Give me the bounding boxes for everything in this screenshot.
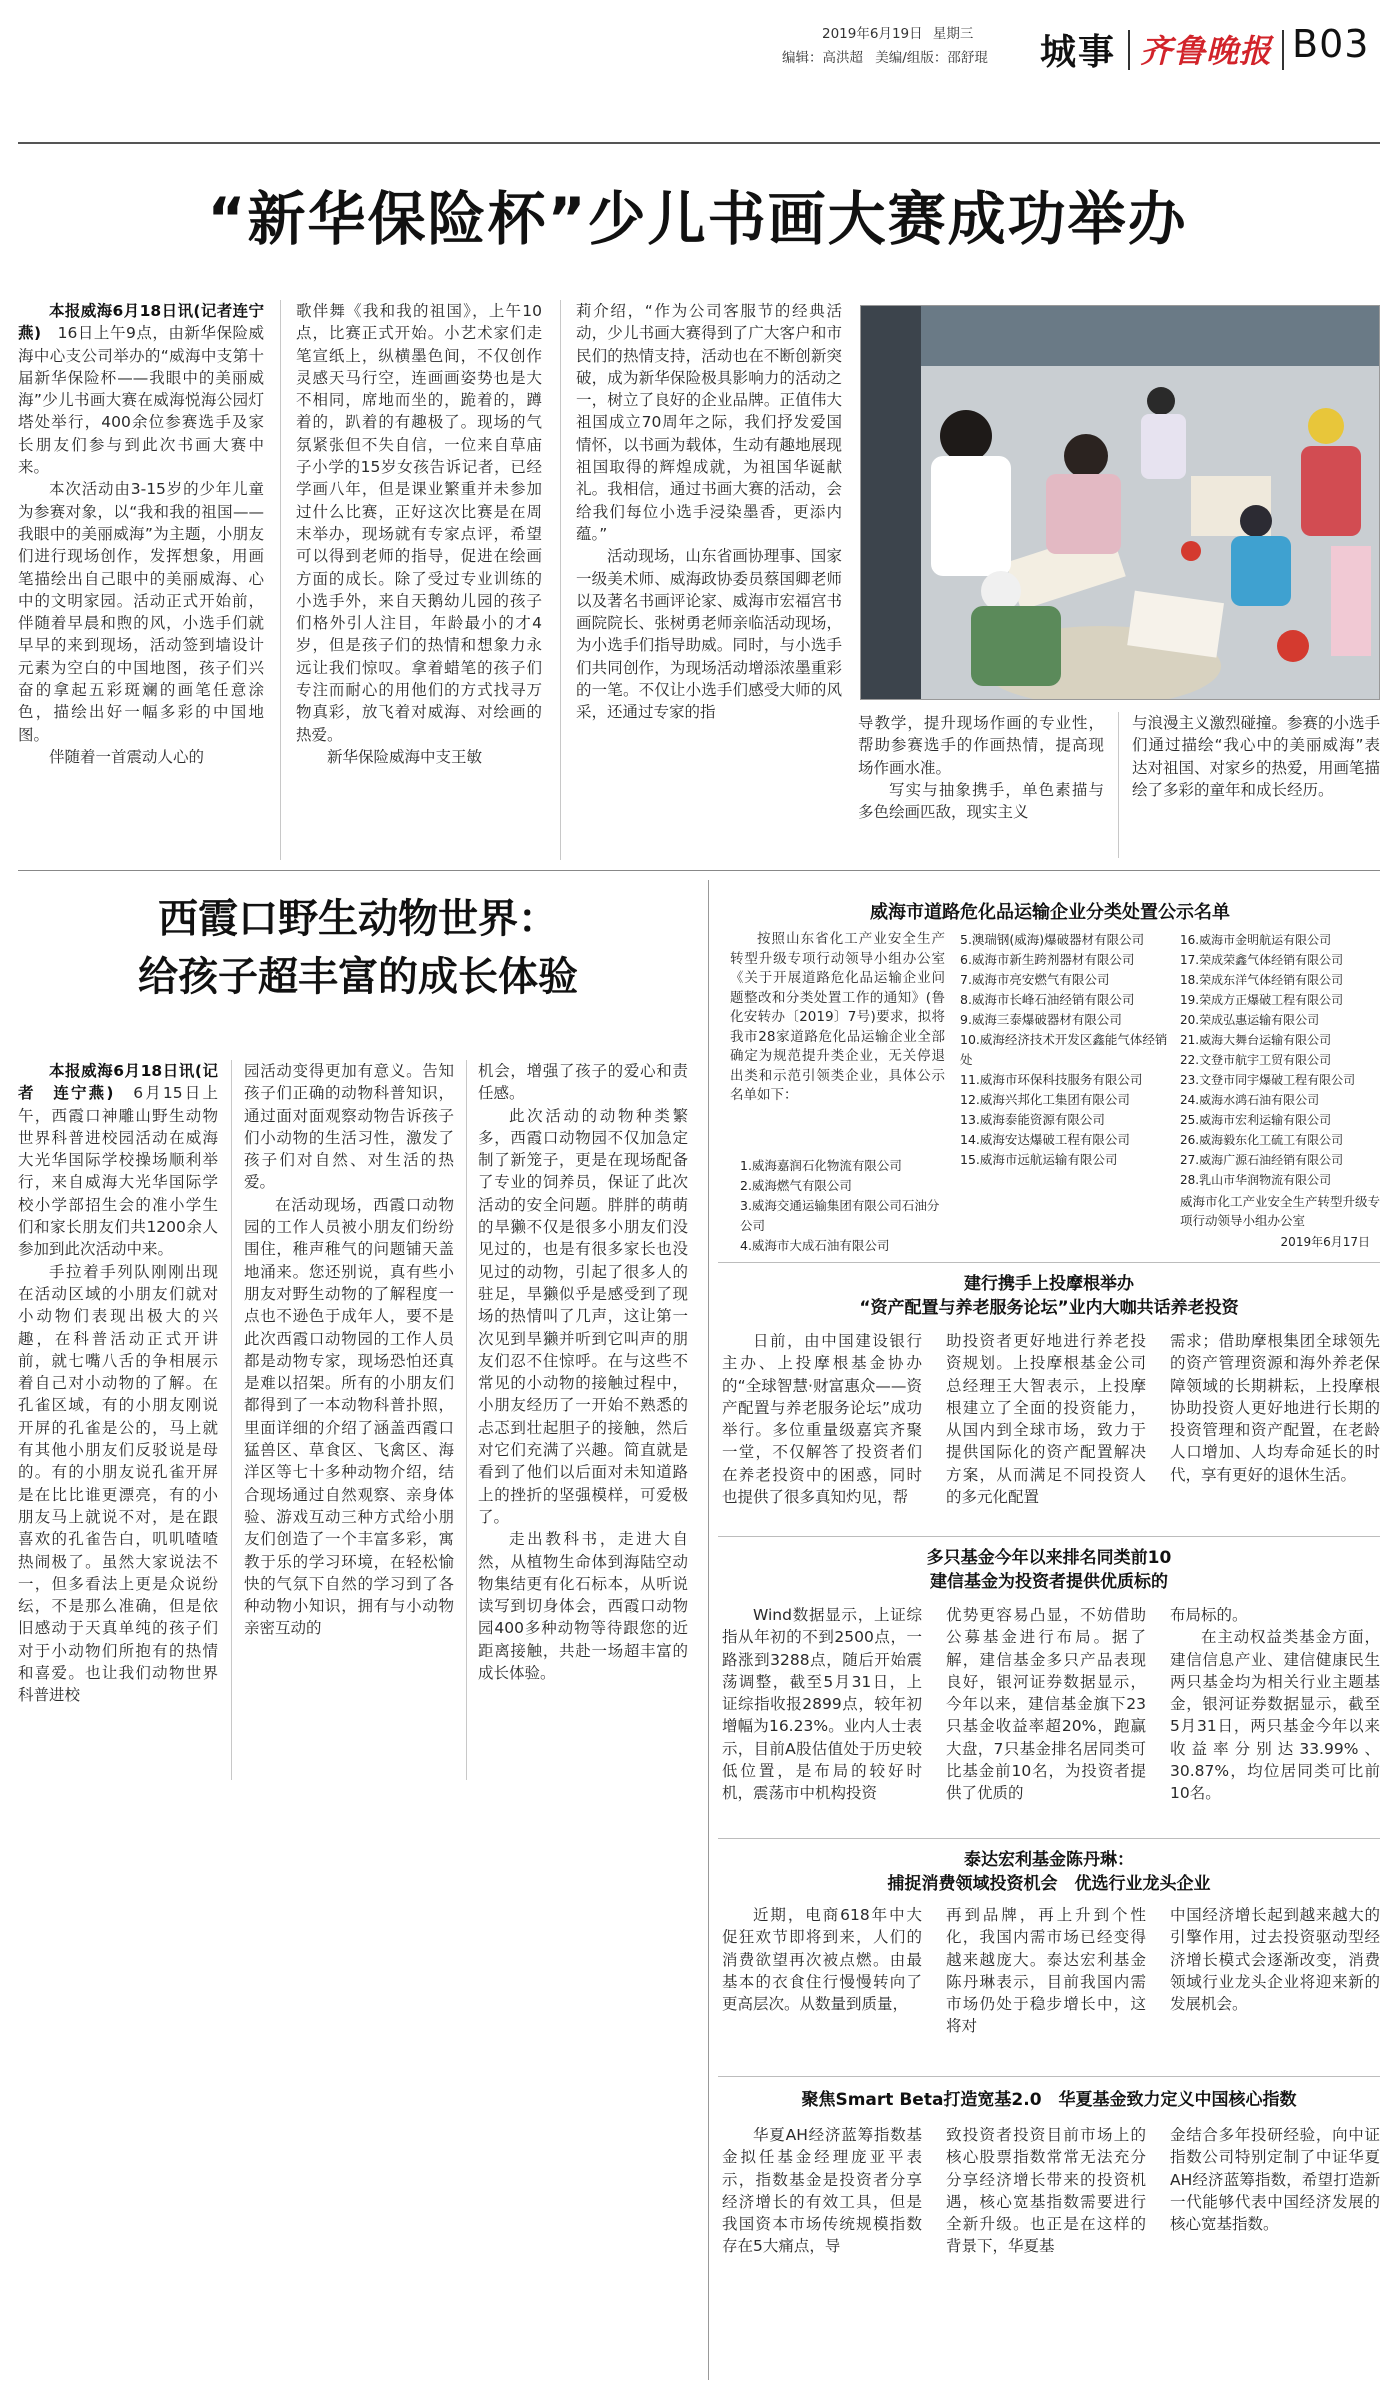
huaxia-title: 聚焦Smart Beta打造宽基2.0 华夏基金致力定义中国核心指数 bbox=[801, 2090, 1297, 2110]
article1-c2p2: 新华保险威海中支王敏 bbox=[327, 747, 483, 766]
taida-col1-text: 近期，电商618年中大促狂欢节即将到来，人们的消费欲望再次被点燃。由最基本的衣食住行慢慢转向了更高层次。从数量到质量， bbox=[722, 1906, 922, 2014]
article2-p1 bbox=[18, 1060, 218, 1261]
article1-p3: 伴随着一首震动人心的 bbox=[49, 747, 205, 766]
taida-bottom-rule bbox=[718, 2076, 1380, 2077]
article1-col1 bbox=[18, 300, 264, 768]
notice-item-25: 25.威海市宏利运输有限公司 bbox=[1180, 1113, 1332, 1127]
notice-list-col1 bbox=[740, 1156, 950, 1256]
notice-item-28: 28.乳山市华润物流有限公司 bbox=[1180, 1173, 1332, 1187]
notice-issuer: 威海市化工产业安全生产转型升级专项行动领导小组办公室 bbox=[1180, 1194, 1381, 1228]
notice-item-21: 21.威海大舞台运输有限公司 bbox=[1180, 1033, 1332, 1047]
header-editor-line bbox=[782, 46, 988, 66]
ccb-title-line1: 建行携手上投摩根举办 bbox=[964, 1274, 1134, 1294]
notice-intro-text: 按照山东省化工产业安全生产转型升级专项行动领导小组办公室《关于开展道路危化品运输企业问题整改和分类处置工作的通知》(鲁化安转办〔2019〕7号)要求，拟将我市28家道路危化品运输企业全部确定为规范提升类企业，无关停退出类和示范引领类企业，具体公示名单如下： bbox=[730, 931, 945, 1103]
article1-c4p1: 导教学，提升现场作画的专业性，帮助参赛选手的作画热情，提高现场作画水准。 bbox=[858, 714, 1104, 777]
header-date: 2019年6月19日 bbox=[822, 26, 923, 42]
notice-item-1: 1.威海嘉润石化物流有限公司 bbox=[740, 1158, 902, 1173]
huaxia-col3-text: 金结合多年投研经验，向中证指数公司特别定制了中证华夏AH经济蓝筹指数，希望打造新一代能够代表中国经济发展的核心宽基指数。 bbox=[1170, 2126, 1380, 2234]
notice-item-5: 5.澳瑞钢(威海)爆破器材有限公司 bbox=[960, 932, 1145, 947]
fund-col2 bbox=[946, 1604, 1146, 1805]
ccb-col3 bbox=[1170, 1330, 1380, 1486]
article2-col1 bbox=[18, 1060, 218, 1707]
article1-col2 bbox=[296, 300, 542, 768]
notice-item-24: 24.威海水鸿石油有限公司 bbox=[1180, 1093, 1320, 1107]
ccb-col3-text: 需求；借助摩根集团全球领先的资产管理资源和海外养老保障领域的长期耕耘，上投摩根协助投资人更好地进行长期的投资管理和资产配置，在老龄人口增加、人均寿命延长的时代，享有更好的退休生活。 bbox=[1170, 1332, 1380, 1484]
notice-item-16: 16.威海市金明航运有限公司 bbox=[1180, 933, 1332, 947]
taida-title-line2: 捕捉消费领域投资机会 优选行业龙头企业 bbox=[887, 1874, 1211, 1894]
fund-col1 bbox=[722, 1604, 922, 1805]
article1-col3 bbox=[576, 300, 842, 724]
taida-title-line1: 泰达宏利基金陈丹琳： bbox=[964, 1850, 1134, 1870]
huaxia-col2 bbox=[946, 2124, 1146, 2258]
article1-bottom-rule bbox=[18, 870, 1380, 871]
article1-c3p1: 莉介绍，“作为公司客服节的经典活动，少儿书画大赛得到了广大客户和市民们的热情支持，活动也在不断创新突破，成为新华保险极具影响力的活动之一，树立了良好的企业品牌。正值伟大祖国成立70周年之际，我们抒发爱国情怀，以书画为载体，生动有趣地展现祖国取得的辉煌成就，为祖国华诞献礼。我相信，通过书画大赛的活动，会给我们每位小选手浸染墨香，更添内蕴。” bbox=[576, 302, 842, 543]
huaxia-col1 bbox=[722, 2124, 922, 2258]
article1-col4 bbox=[858, 712, 1104, 823]
notice-item-6: 6.威海市新生跨剂器材有限公司 bbox=[960, 952, 1135, 967]
notice-intro bbox=[730, 930, 945, 1106]
fund-title-line2: 建信基金为投资者提供优质标的 bbox=[930, 1572, 1168, 1592]
article1-c3p2: 活动现场，山东省画协理事、国家一级美术师、威海政协委员蔡国卿老师以及著名书画评论家、威海市宏福宫书画院院长、张树勇老师亲临活动现场，为小选手们指导助威。同时，与小选手们共同创作，为现场活动增添浓墨重彩的一笔。不仅让小选手们感受大师的风采，还通过专家的指 bbox=[576, 547, 842, 722]
notice-item-4: 4.威海市大成石油有限公司 bbox=[740, 1238, 890, 1253]
article2-dateline: 本报威海6月18日讯(记者 连宁燕) bbox=[18, 1062, 218, 1103]
notice-title: 威海市道路危化品运输企业分类处置公示名单 bbox=[870, 902, 1230, 923]
notice-item-9: 9.威海三泰爆破器材有限公司 bbox=[960, 1012, 1122, 1027]
ccb-col2 bbox=[946, 1330, 1146, 1508]
article2-col3 bbox=[478, 1060, 688, 1684]
notice-item-18: 18.荣成东洋气体经销有限公司 bbox=[1180, 973, 1344, 987]
ccb-title bbox=[718, 1272, 1380, 1320]
notice-item-27: 27.威海广源石油经销有限公司 bbox=[1180, 1153, 1344, 1167]
ccb-col1 bbox=[722, 1330, 922, 1508]
notice-list-col2 bbox=[960, 930, 1175, 1170]
article2-headline-line1: 西霞口野生动物世界： bbox=[158, 896, 558, 942]
article2-c3p3: 走出教科书，走进大自然，从植物生命体到海陆空动物集结更有化石标本，从听说读写到切身体会，西霞口动物园400多种动物等待跟您的近距离接触，共赴一场超丰富的成长体验。 bbox=[478, 1530, 688, 1683]
ccb-bottom-rule bbox=[718, 1536, 1380, 1537]
header-weekday: 星期三 bbox=[932, 26, 974, 42]
fund-col3b-text: 在主动权益类基金方面，建信信息产业、建信健康民生两只基金均为相关行业主题基金，银河证券数据显示，截至5月31日，两只基金今年以来收益率分别达33.99%、30.87%，均位居同类可比前10名。 bbox=[1170, 1628, 1380, 1803]
article1-dateline: 本报威海6月18日讯(记者连宁燕) bbox=[18, 302, 264, 343]
notice-bottom-rule bbox=[718, 1262, 1380, 1263]
notice-date: 2019年6月17日 bbox=[1280, 1235, 1370, 1249]
notice-item-10: 10.威海经济技术开发区鑫能气体经销处 bbox=[960, 1032, 1168, 1067]
article2-c3p2: 此次活动的动物种类繁多，西霞口动物园不仅加急定制了新笼子，更是在现场配备了专业的饲养员，保证了此次活动的安全问题。胖胖的萌萌的旱獭不仅是很多小朋友们没见过的，也是有很多家长也没见过的动物，引起了很多人的驻足，旱獭似乎是感受到了现场的热情叫了几声，这让第一次见到旱獭并听到它叫声的朋友们忍不住惊呼。在与这些不常见的小动物的接触过程中，小朋友经历了一开始不熟悉的忐忑到壮起胆子的接触，然后对它们充满了兴趣。简直就是看到了他们以后面对未知道路上的挫折的坚强模样，可爱极了。 bbox=[478, 1106, 688, 1526]
article2-col2 bbox=[244, 1060, 454, 1640]
header-divider-1 bbox=[1128, 30, 1130, 70]
taida-title bbox=[718, 1848, 1380, 1896]
notice-item-8: 8.威海市长峰石油经销有限公司 bbox=[960, 992, 1135, 1007]
notice-item-12: 12.威海兴邦化工集团有限公司 bbox=[960, 1092, 1130, 1107]
article1-headline: “新华保险杯”少儿书画大赛成功举办 bbox=[207, 185, 1188, 253]
article1-col-divider-2 bbox=[560, 300, 561, 860]
article1-col-divider-3 bbox=[1118, 712, 1119, 858]
notice-item-22: 22.文登市航宇工贸有限公司 bbox=[1180, 1053, 1332, 1067]
fund-bottom-rule bbox=[718, 1838, 1380, 1839]
ccb-col1-text: 日前，由中国建设银行主办、上投摩根基金协办的“全球智慧·财富惠众——资产配置与养老服务论坛”成功举行。多位重量级嘉宾齐聚一堂，不仅解答了投资者们在养老投资中的困惑，同时也提供了很多真知灼见，帮 bbox=[722, 1332, 922, 1507]
fund-col3 bbox=[1170, 1604, 1380, 1805]
huaxia-col3 bbox=[1170, 2124, 1380, 2235]
article1-p1 bbox=[18, 300, 264, 478]
taida-col3 bbox=[1170, 1904, 1380, 2015]
notice-item-3: 3.威海交通运输集团有限公司石油分公司 bbox=[740, 1198, 940, 1233]
notice-item-11: 11.威海市环保科技服务有限公司 bbox=[960, 1072, 1143, 1087]
huaxia-col2-text: 致投资者投资目前市场上的核心股票指数常常无法充分分享经济增长带来的投资机遇，核心宽基指数需要进行全新升级。也正是在这样的背景下，华夏基 bbox=[946, 2126, 1146, 2256]
header-editor: 编辑：高洪超 bbox=[782, 50, 863, 66]
notice-item-19: 19.荣成方正爆破工程有限公司 bbox=[1180, 993, 1344, 1007]
header-date-line bbox=[822, 22, 973, 42]
notice-item-26: 26.威海毅东化工硫工有限公司 bbox=[1180, 1133, 1344, 1147]
header-divider-2 bbox=[1282, 30, 1284, 70]
article1-col5 bbox=[1132, 712, 1380, 801]
notice-item-23: 23.文登市同宇爆破工程有限公司 bbox=[1180, 1073, 1356, 1087]
article2-c3p1: 机会，增强了孩子的爱心和责任感。 bbox=[478, 1062, 688, 1103]
article1-c5p1: 与浪漫主义激烈碰撞。参赛的小选手们通过描绘“我心中的美丽威海”表达对祖国、对家乡的热爱，用画笔描绘了多彩的童年和成长经历。 bbox=[1132, 714, 1381, 799]
ccb-title-line2: “资产配置与养老服务论坛”业内大咖共话养老投资 bbox=[859, 1298, 1239, 1318]
article1-col-divider-1 bbox=[280, 300, 281, 860]
article2-p2: 手拉着手列队刚刚出现在活动区域的小朋友们就对小动物们表现出极大的兴趣，在科普活动正式开讲前，就七嘴八舌的争相展示着自己对小动物的了解。在孔雀区域，有的小朋友刚说开屏的孔雀是公的，马上就有其他小朋友们反驳说是母的。有的小朋友说孔雀开屏是在比比谁更漂亮，有的小朋友马上就说不对，是在跟喜欢的孔雀告白，叽叽喳喳热闹极了。虽然大家说法不一，但多看法上更是众说纷纭，不是那么准确，但是依旧感动于天真单纯的孩子们对于小动物们所抱有的热情和喜爱。也让我们动物世界科普进校 bbox=[18, 1262, 218, 1705]
article2-col-divider-1 bbox=[231, 1060, 232, 1780]
notice-item-15: 15.威海市远航运输有限公司 bbox=[960, 1152, 1118, 1167]
fund-col3-text: 布局标的。 bbox=[1170, 1606, 1248, 1624]
article2-headline-line2: 给孩子超丰富的成长体验 bbox=[138, 954, 578, 1000]
notice-list-col3 bbox=[1180, 930, 1380, 1252]
fund-col2-text: 优势更容易凸显，不妨借助公募基金进行布局。据了解，建信基金多只产品表现良好，银河证券数据显示，今年以来，建信基金旗下23只基金收益率超20%，跑赢大盘，7只基金排名居同类可比基金前10名，为投资者提供了优质的 bbox=[946, 1606, 1146, 1803]
taida-col2-text: 再到品牌，再上升到个性化，我国内需市场已经变得越来越庞大。泰达宏利基金陈丹琳表示，目前我国内需市场仍处于稳步增长中，这将对 bbox=[946, 1906, 1146, 2036]
article2-c2p2: 在活动现场，西霞口动物园的工作人员被小朋友们纷纷围住，稚声稚气的问题铺天盖地涌来。您还别说，真有些小朋友对野生动物的了解程度一点也不逊色于成年人，要不是此次西霞口动物园的工作人员都是动物专家，现场恐怕还真是难以招架。所有的小朋友们都得到了一本动物科普扑照，里面详细的介绍了涵盖西霞口猛兽区、草食区、飞禽区、海洋区等七十多种动物介绍，结合现场通过自然观察、亲身体验、游戏互动三种方式给小朋友们创造了一个丰富多彩，寓教于乐的学习环境，在轻松愉快的气氛下自然的学习到了各种动物小知识，拥有与小动物亲密互动的 bbox=[244, 1195, 454, 1638]
notice-item-20: 20.荣成弘惠运输有限公司 bbox=[1180, 1013, 1320, 1027]
page-vertical-divider bbox=[708, 880, 709, 2380]
fund-title-line1: 多只基金今年以来排名同类前10 bbox=[926, 1548, 1172, 1568]
notice-item-7: 7.威海市亮安燃气有限公司 bbox=[960, 972, 1110, 987]
article1-c2p1: 歌伴舞《我和我的祖国》，上午10点，比赛正式开始。小艺术家们走笔宣纸上，纵横墨色间，不仅创作灵感天马行空，连画画姿势也是大不相同，席地而坐的，跪着的，蹲着的，趴着的有趣极了。现场的气氛紧张但不失自信，一位来自草庙子小学的15岁女孩告诉记者，已经学画八年，但是课业繁重并未参加过什么比赛，正好这次比赛是在周末举办，现场就有专家点评，希望可以得到老师的指导，促进在绘画方面的成长。除了受过专业训练的小选手外，来自天鹅幼儿园的孩子们格外引人注目，年龄最小的才4岁，但是孩子们的热情和想象力永远让我们惊叹。拿着蜡笔的孩子们专注而耐心的用他们的方式找寻万物真彩，放飞着对威海、对绘画的热爱。 bbox=[296, 302, 542, 744]
taida-col3-text: 中国经济增长起到越来越大的引擎作用，过去投资驱动型经济增长模式会逐渐改变，消费领域行业龙头企业将迎来新的发展机会。 bbox=[1170, 1906, 1380, 2014]
article2-col-divider-2 bbox=[466, 1060, 467, 1780]
header-rule bbox=[18, 142, 1380, 144]
article1-p2: 本次活动由3-15岁的少年儿童为参赛对象，以“我和我的祖国——我眼中的美丽威海”为主题，小朋友们进行现场创作，发挥想象，用画笔描绘出自己眼中的美丽威海、心中的文明家园。活动正式开始前，伴随着早晨和煦的风，小选手们就早早的来到现场，活动签到墙设计元素为空白的中国地图，孩子们兴奋的拿起五彩斑斓的画笔任意涂色，描绘出好一幅多彩的中国地图。 bbox=[18, 480, 264, 744]
notice-item-17: 17.荣成荣鑫气体经销有限公司 bbox=[1180, 953, 1344, 967]
huaxia-col1-text: 华夏AH经济蓝筹指数基金拟任基金经理庞亚平表示，指数基金是投资者分享经济增长的有效工具，但是我国资本市场传统规模指数存在5大痛点，导 bbox=[722, 2126, 922, 2256]
article1-c4p2: 写实与抽象携手，单色素描与多色绘画匹敌，现实主义 bbox=[858, 780, 1104, 822]
fund-title bbox=[718, 1546, 1380, 1594]
fund-col1-text: Wind数据显示，上证综指从年初的不到2500点，一路涨到3288点，随后开始震荡调整，截至5月31日，上证综指收报2899点，较年初增幅为16.23%。业内人士表示，目前A股估值处于历史较低位置，是布局的较好时机，震荡市中机构投资 bbox=[722, 1606, 922, 1803]
notice-item-14: 14.威海安达爆破工程有限公司 bbox=[960, 1132, 1130, 1147]
page-code: B03 bbox=[1292, 22, 1370, 66]
notice-item-2: 2.威海燃气有限公司 bbox=[740, 1178, 852, 1193]
ccb-col2-text: 助投资者更好地进行养老投资规划。上投摩根基金公司总经理王大智表示，上投摩根建立了全面的投资能力，从国内到全球市场，致力于提供国际化的资产配置解决方案，从而满足不同投资人的多元化配置 bbox=[946, 1332, 1146, 1507]
children-painting-photo bbox=[861, 306, 1380, 700]
article2-p1-text: 6月15日上午，西霞口神雕山野生动物世界科普进校园活动在威海大光华国际学校操场顺利举行，来自威海大光华国际学校小学部招生会的准小学生们和家长朋友们共1200余人参加到此次活动中来。 bbox=[18, 1084, 218, 1259]
article1-photo bbox=[860, 305, 1380, 700]
header-designer: 美编/组版：邵舒琨 bbox=[875, 50, 988, 66]
section-name: 城事 bbox=[1040, 32, 1117, 73]
paper-logo: 齐鲁晚报 bbox=[1140, 32, 1273, 70]
taida-col1 bbox=[722, 1904, 922, 2015]
article2-c2p1: 园活动变得更加有意义。告知孩子们正确的动物科普知识，通过面对面观察动物告诉孩子们小动物的生活习性，激发了孩子们对自然、对生活的热爱。 bbox=[244, 1062, 454, 1192]
article1-p1-text: 16日上午9点，由新华保险威海中心支公司举办的“威海中支第十届新华保险杯——我眼中的美丽威海”少儿书画大赛在威海悦海公园灯塔处举行，400余位参赛选手及家长朋友们参与到此次书画大赛中来。 bbox=[18, 324, 264, 477]
notice-item-13: 13.威海泰能资源有限公司 bbox=[960, 1112, 1105, 1127]
article2-headline bbox=[18, 890, 698, 1006]
taida-col2 bbox=[946, 1904, 1146, 2038]
